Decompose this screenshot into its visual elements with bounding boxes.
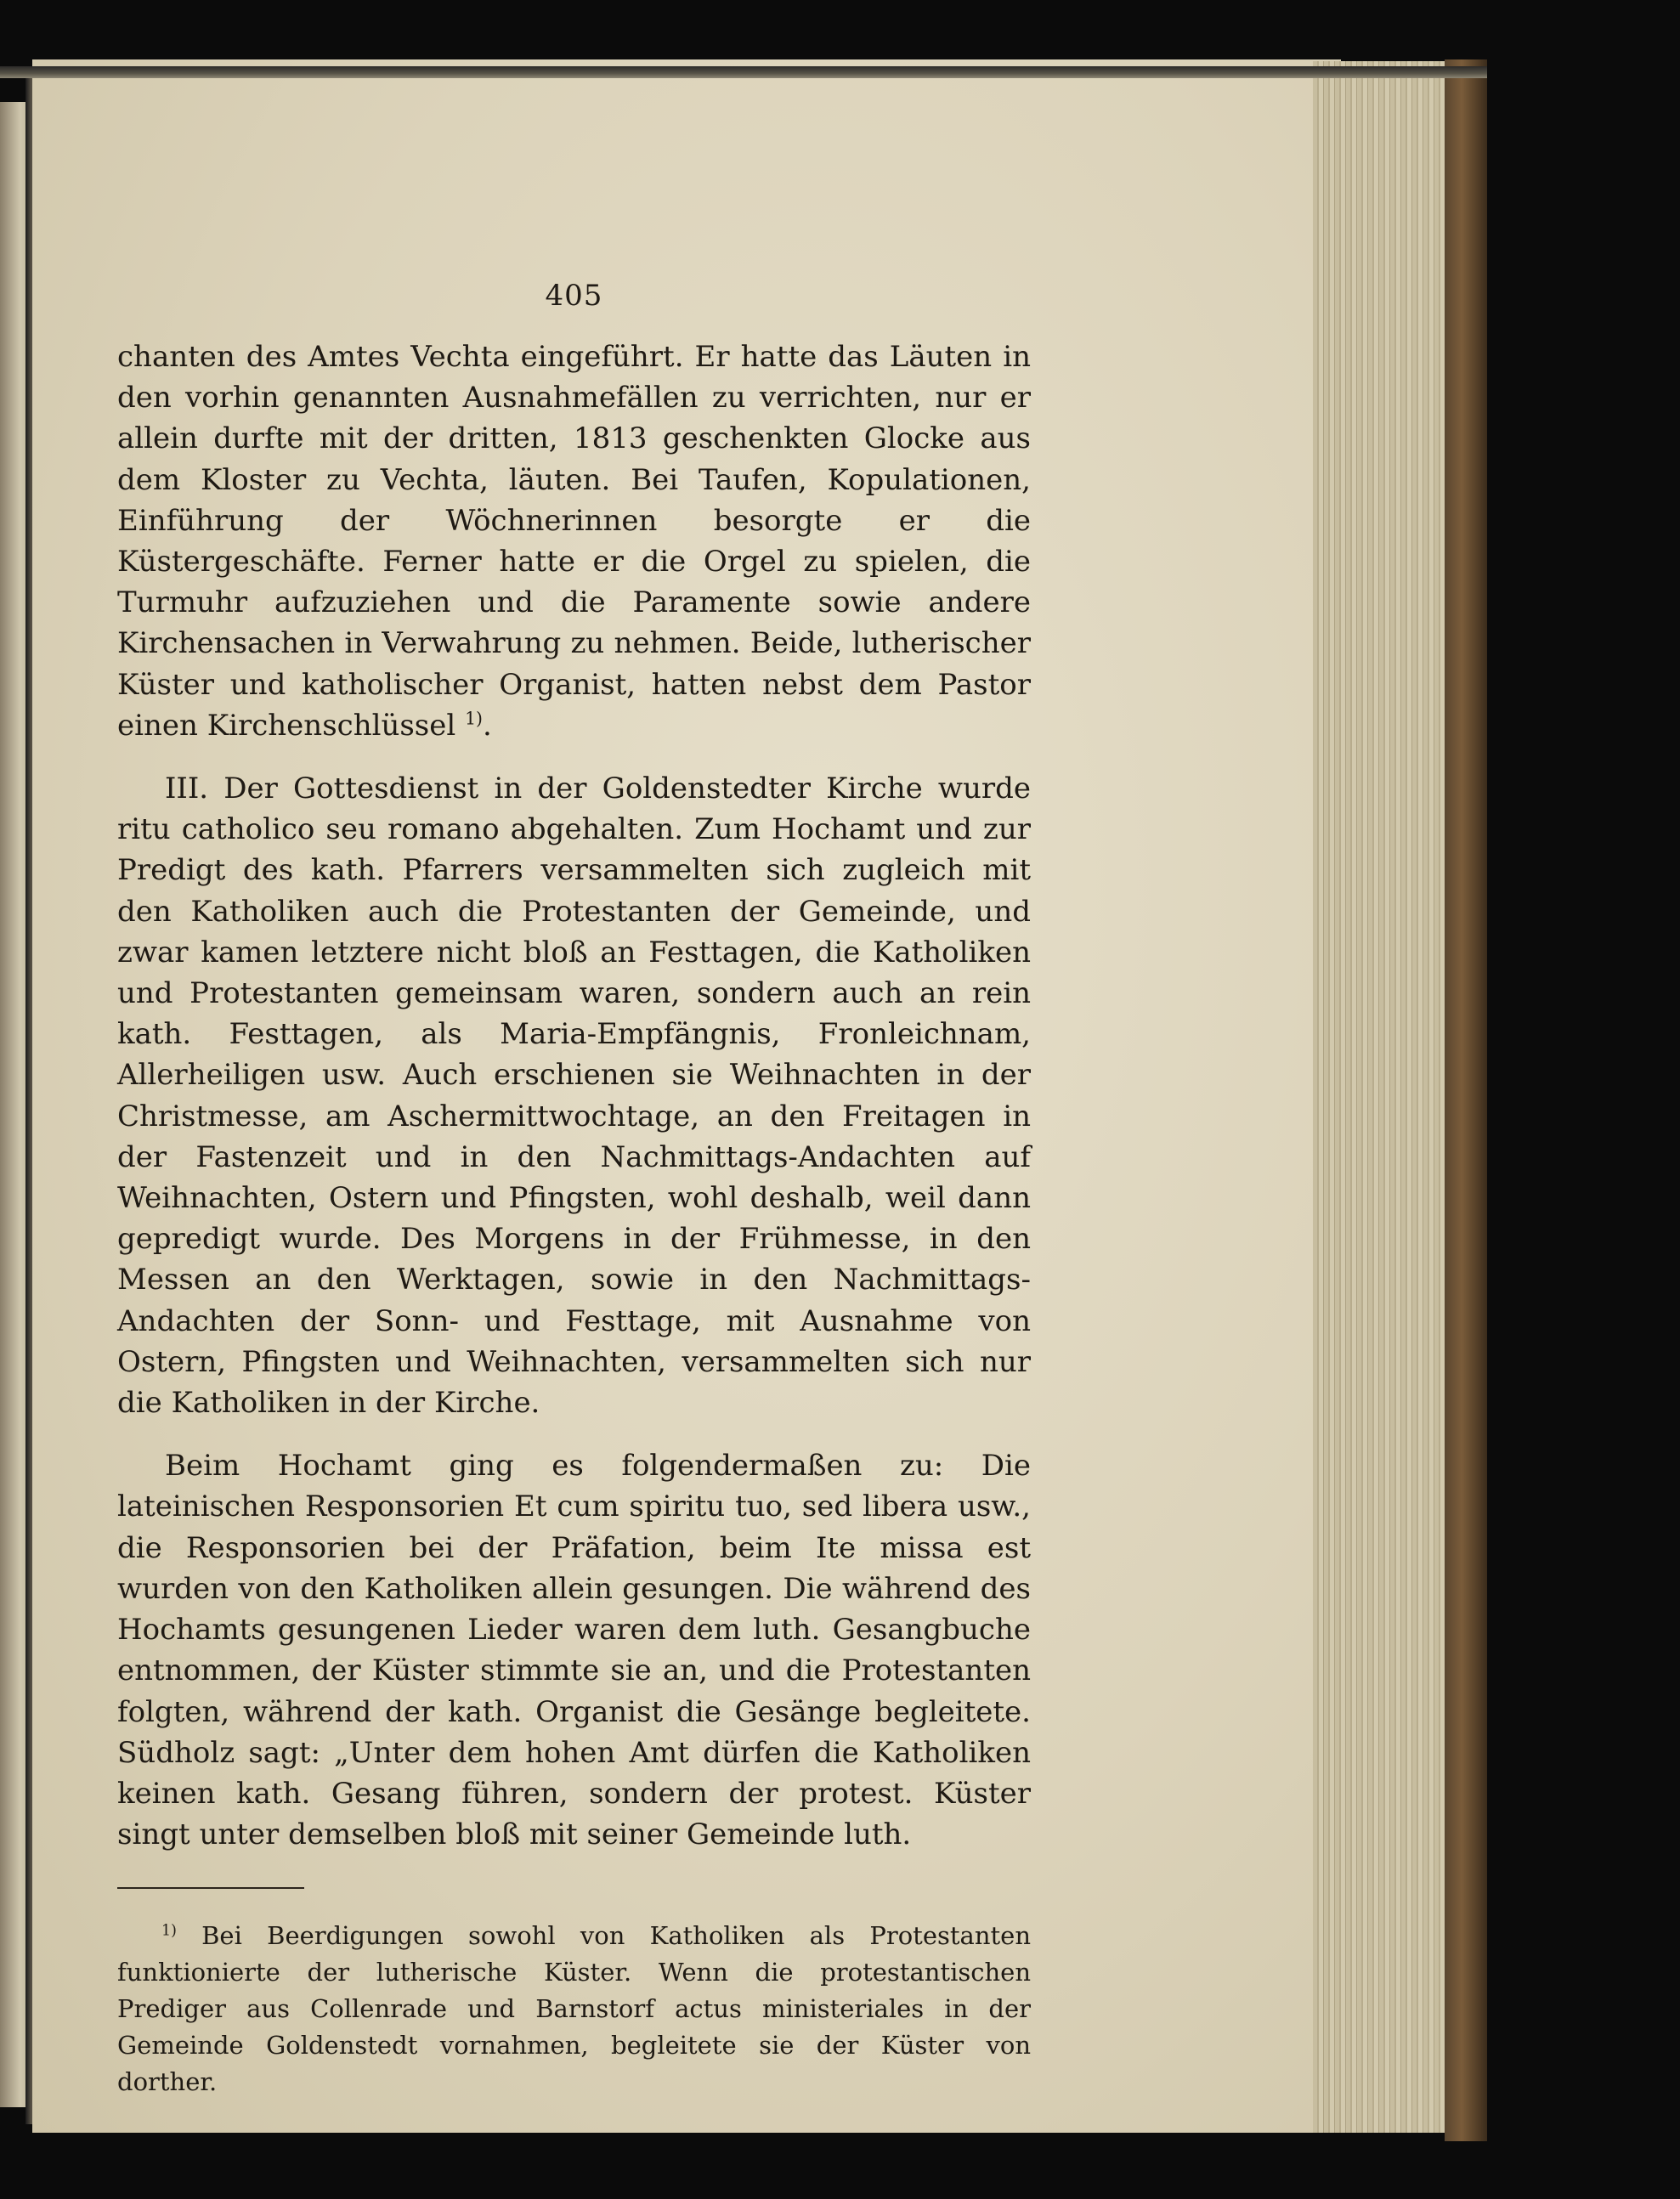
footnote-reference: 1) xyxy=(465,708,484,729)
page-number: 405 xyxy=(545,279,603,313)
page-content xyxy=(117,272,1031,2100)
footnote xyxy=(117,1918,1031,2100)
paragraph-2: III. Der Gottesdienst in der Goldenstedter Kirche wurde ritu catholico seu romano abgehalten. Zum Hochamt und zur Predigt des kath. Pfarrers versammelten sich zugleich mit den Katholiken auch die Protestanten der Gemeinde, und zwar kamen letztere nicht bloß an Festtagen, die Katholiken und Protestanten gemeinsam waren, sondern auch an rein kath. Festtagen, als Maria-Empfängnis, Fronleichnam, Allerheiligen usw. Auch erschienen sie Weihnachten in der Christmesse, am Aschermittwochtage, an den Freitagen in der Fastenzeit und in den Nachmittags-Andachten auf Weihnachten, Ostern und Pfingsten, wohl deshalb, weil dann gepredigt wurde. Des Morgens in der Frühmesse, in den Messen an den Werktagen, sowie in den Nachmittags-Andachten der Sonn- und Festtage, mit Ausnahme von Ostern, Pfingsten und Weihnachten, versammelten sich nur die Katholiken in der Kirche. xyxy=(117,772,1031,1421)
paragraph-3: Beim Hochamt ging es folgendermaßen zu: Die lateinischen Responsorien Et cum spiritu tuo, sed libera usw., die Responsorien bei der Präfation, beim Ite missa est wurden von den Katholiken allein gesungen. Die während des Hochamts gesungenen Lieder waren dem luth. Gesangbuche entnommen, der Küster stimmte sie an, und die Protestanten folgten, während der kath. Organist die Gesänge begleitete. Südholz sagt: „Unter dem hohen Amt dürfen die Katholiken keinen kath. Gesang führen, sondern der protest. Küster singt unter demselben bloß mit seiner Gemeinde luth. xyxy=(117,1449,1031,1852)
paragraph-1-end: . xyxy=(483,708,492,743)
paragraph-1 xyxy=(117,336,1031,746)
book-cover-edge xyxy=(1445,59,1487,2141)
paragraph-1-text: chanten des Amtes Vechta eingeführt. Er hatte das Läuten in den vorhin genannten Ausnahmefällen zu verrichten, nur er allein durfte mit der dritten, 1813 geschenkten Glocke aus dem Kloster zu Vechta, läuten. Bei Taufen, Kopulationen, Einführung der Wöchnerinnen besorgte er die Küstergeschäfte. Ferner hatte er die Orgel zu spielen, die Turmuhr aufzuziehen und die Paramente sowie andere Kirchensachen in Verwahrung zu nehmen. Beide, lutherischer Küster und katholischer Organist, hatten nebst dem Pastor einen Kirchenschlüssel xyxy=(117,340,1031,743)
footnote-divider xyxy=(117,1887,304,1889)
footnote-marker: 1) xyxy=(161,1922,177,1940)
footnote-text: Bei Beerdigungen sowohl von Katholiken als Protestanten funktionierte der lutherische Küster. Wenn die protestantischen Prediger aus Collenrade und Barnstorf actus ministeriales in der Gemeinde Goldenstedt vornahmen, begleitete sie der Küster von dorther. xyxy=(117,1921,1031,2097)
top-shadow xyxy=(0,66,1487,78)
